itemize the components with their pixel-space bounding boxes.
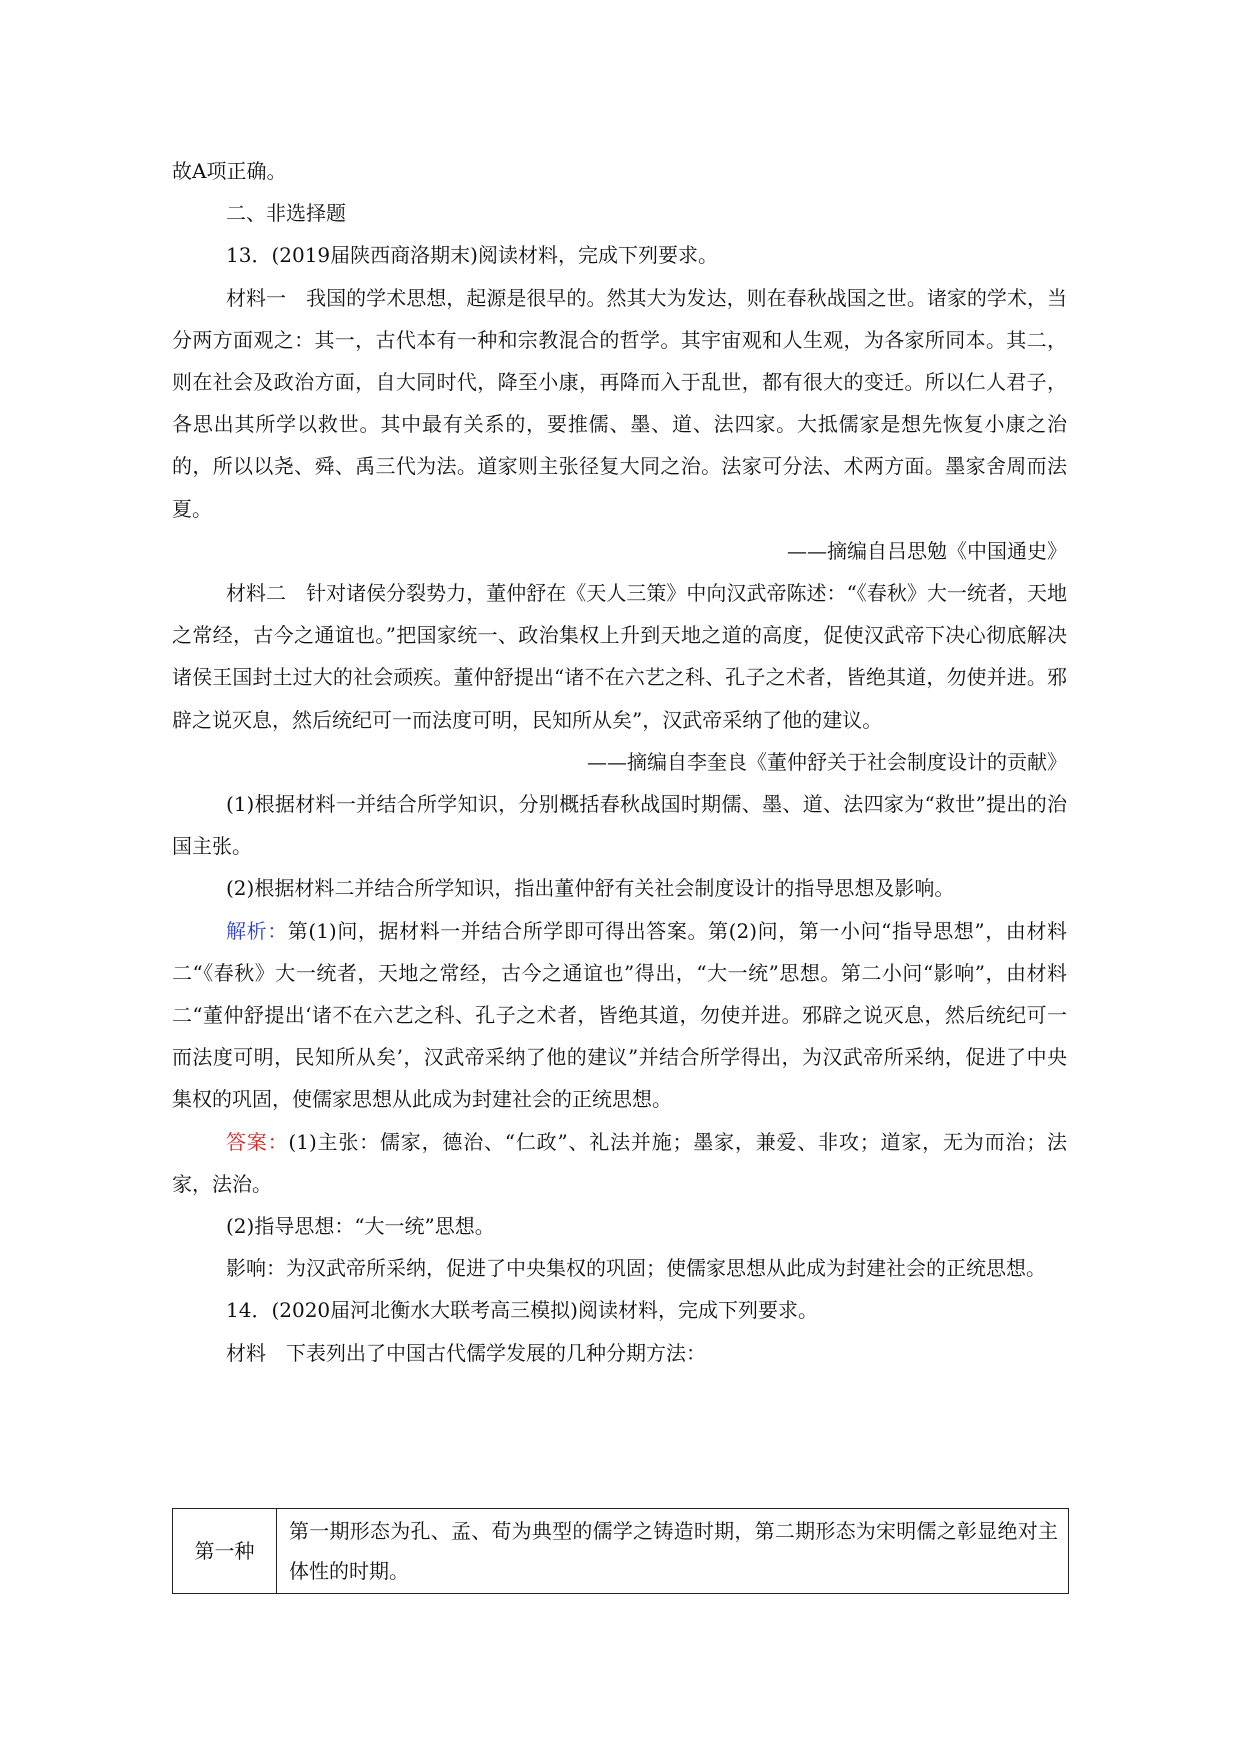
- section-heading: 二、非选择题: [226, 201, 346, 226]
- material-one-source: ——摘编自吕思勉《中国通史》: [787, 538, 1067, 563]
- periodization-table: [172, 1508, 1069, 1594]
- document-body: [172, 150, 1067, 1374]
- answer-text: (1)主张：儒家，德治、“仁政”、礼法并施；墨家，兼爱、非攻；道家，无为而治；法家，法治。: [172, 1129, 1068, 1196]
- material-two: 材料二 针对诸侯分裂势力，董仲舒在《天人三策》中向汉武帝陈述：“《春秋》大一统者，天地之常经，古今之通谊也。”把国家统一、政治集权上升到天地之道的高度，促使汉武帝下决心彻底解决诸侯王国封土过大的社会顽疾。董仲舒提出“诸不在六艺之科、孔子之术者，皆绝其道，勿使并进。邪辟之说灭息，然后统纪可一而法度可明，民知所从矣”，汉武帝采纳了他的建议。: [172, 581, 1067, 732]
- table-cell-description: 第一期形态为孔、孟、荀为典型的儒学之铸造时期，第二期形态为宋明儒之彰显绝对主体性的时期。: [277, 1509, 1069, 1594]
- answer-paragraph: [172, 1121, 1067, 1205]
- analysis-label: 解析：: [226, 918, 288, 943]
- table-row: [173, 1509, 1069, 1594]
- analysis-paragraph: [172, 910, 1067, 1121]
- material-one: 材料一 我国的学术思想，起源是很早的。然其大为发达，则在春秋战国之世。诸家的学术，当分两方面观之：其一，古代本有一种和宗教混合的哲学。其宇宙观和人生观，为各家所同本。其二，则在社会及政治方面，自大同时代，降至小康，再降而入于乱世，都有很大的变迁。所以仁人君子，各思出其所学以救世。其中最有关系的，要推儒、墨、道、法四家。大抵儒家是想先恢复小康之治的，所以以尧、舜、禹三代为法。道家则主张径复大同之治。法家可分法、术两方面。墨家舍周而法夏。: [172, 285, 1067, 521]
- question-14-material: 材料 下表列出了中国古代儒学发展的几种分期方法：: [226, 1340, 706, 1365]
- answer-label: 答案：: [226, 1129, 289, 1154]
- table-cell-category: 第一种: [173, 1509, 277, 1594]
- answer-impact: 影响：为汉武帝所采纳，促进了中央集权的巩固；使儒家思想从此成为封建社会的正统思想。: [226, 1256, 1046, 1281]
- question-14-stem: 14．(2020届河北衡水大联考高三模拟)阅读材料，完成下列要求。: [226, 1298, 818, 1323]
- sub-question-1: (1)根据材料一并结合所学知识，分别概括春秋战国时期儒、墨、道、法四家为“救世”提出的治国主张。: [172, 792, 1067, 859]
- sub-question-2: (2)根据材料二并结合所学知识，指出董仲舒有关社会制度设计的指导思想及影响。: [226, 876, 955, 901]
- analysis-text: 第(1)问，据材料一并结合所学即可得出答案。第(2)问，第一小问“指导思想”，由材料二“《春秋》大一统者，天地之常经，古今之通谊也”得出，“大一统”思想。第二小问“影响”，由材料二“董仲舒提出‘诸不在六艺之科、孔子之术者，皆绝其道，勿使并进。邪辟之说灭息，然后统纪可一而法度可明，民知所从矣’，汉武帝采纳了他的建议”并结合所学得出，为汉武帝所采纳，促进了中央集权的巩固，使儒家思想从此成为封建社会的正统思想。: [172, 918, 1068, 1112]
- material-two-source: ——摘编自李奎良《董仲舒关于社会制度设计的贡献》: [587, 749, 1067, 774]
- answer-part-2: (2)指导思想：“大一统”思想。: [226, 1214, 495, 1239]
- paragraph-conclusion: 故A项正确。: [172, 159, 287, 183]
- question-13-stem: 13．(2019届陕西商洛期末)阅读材料，完成下列要求。: [226, 243, 718, 268]
